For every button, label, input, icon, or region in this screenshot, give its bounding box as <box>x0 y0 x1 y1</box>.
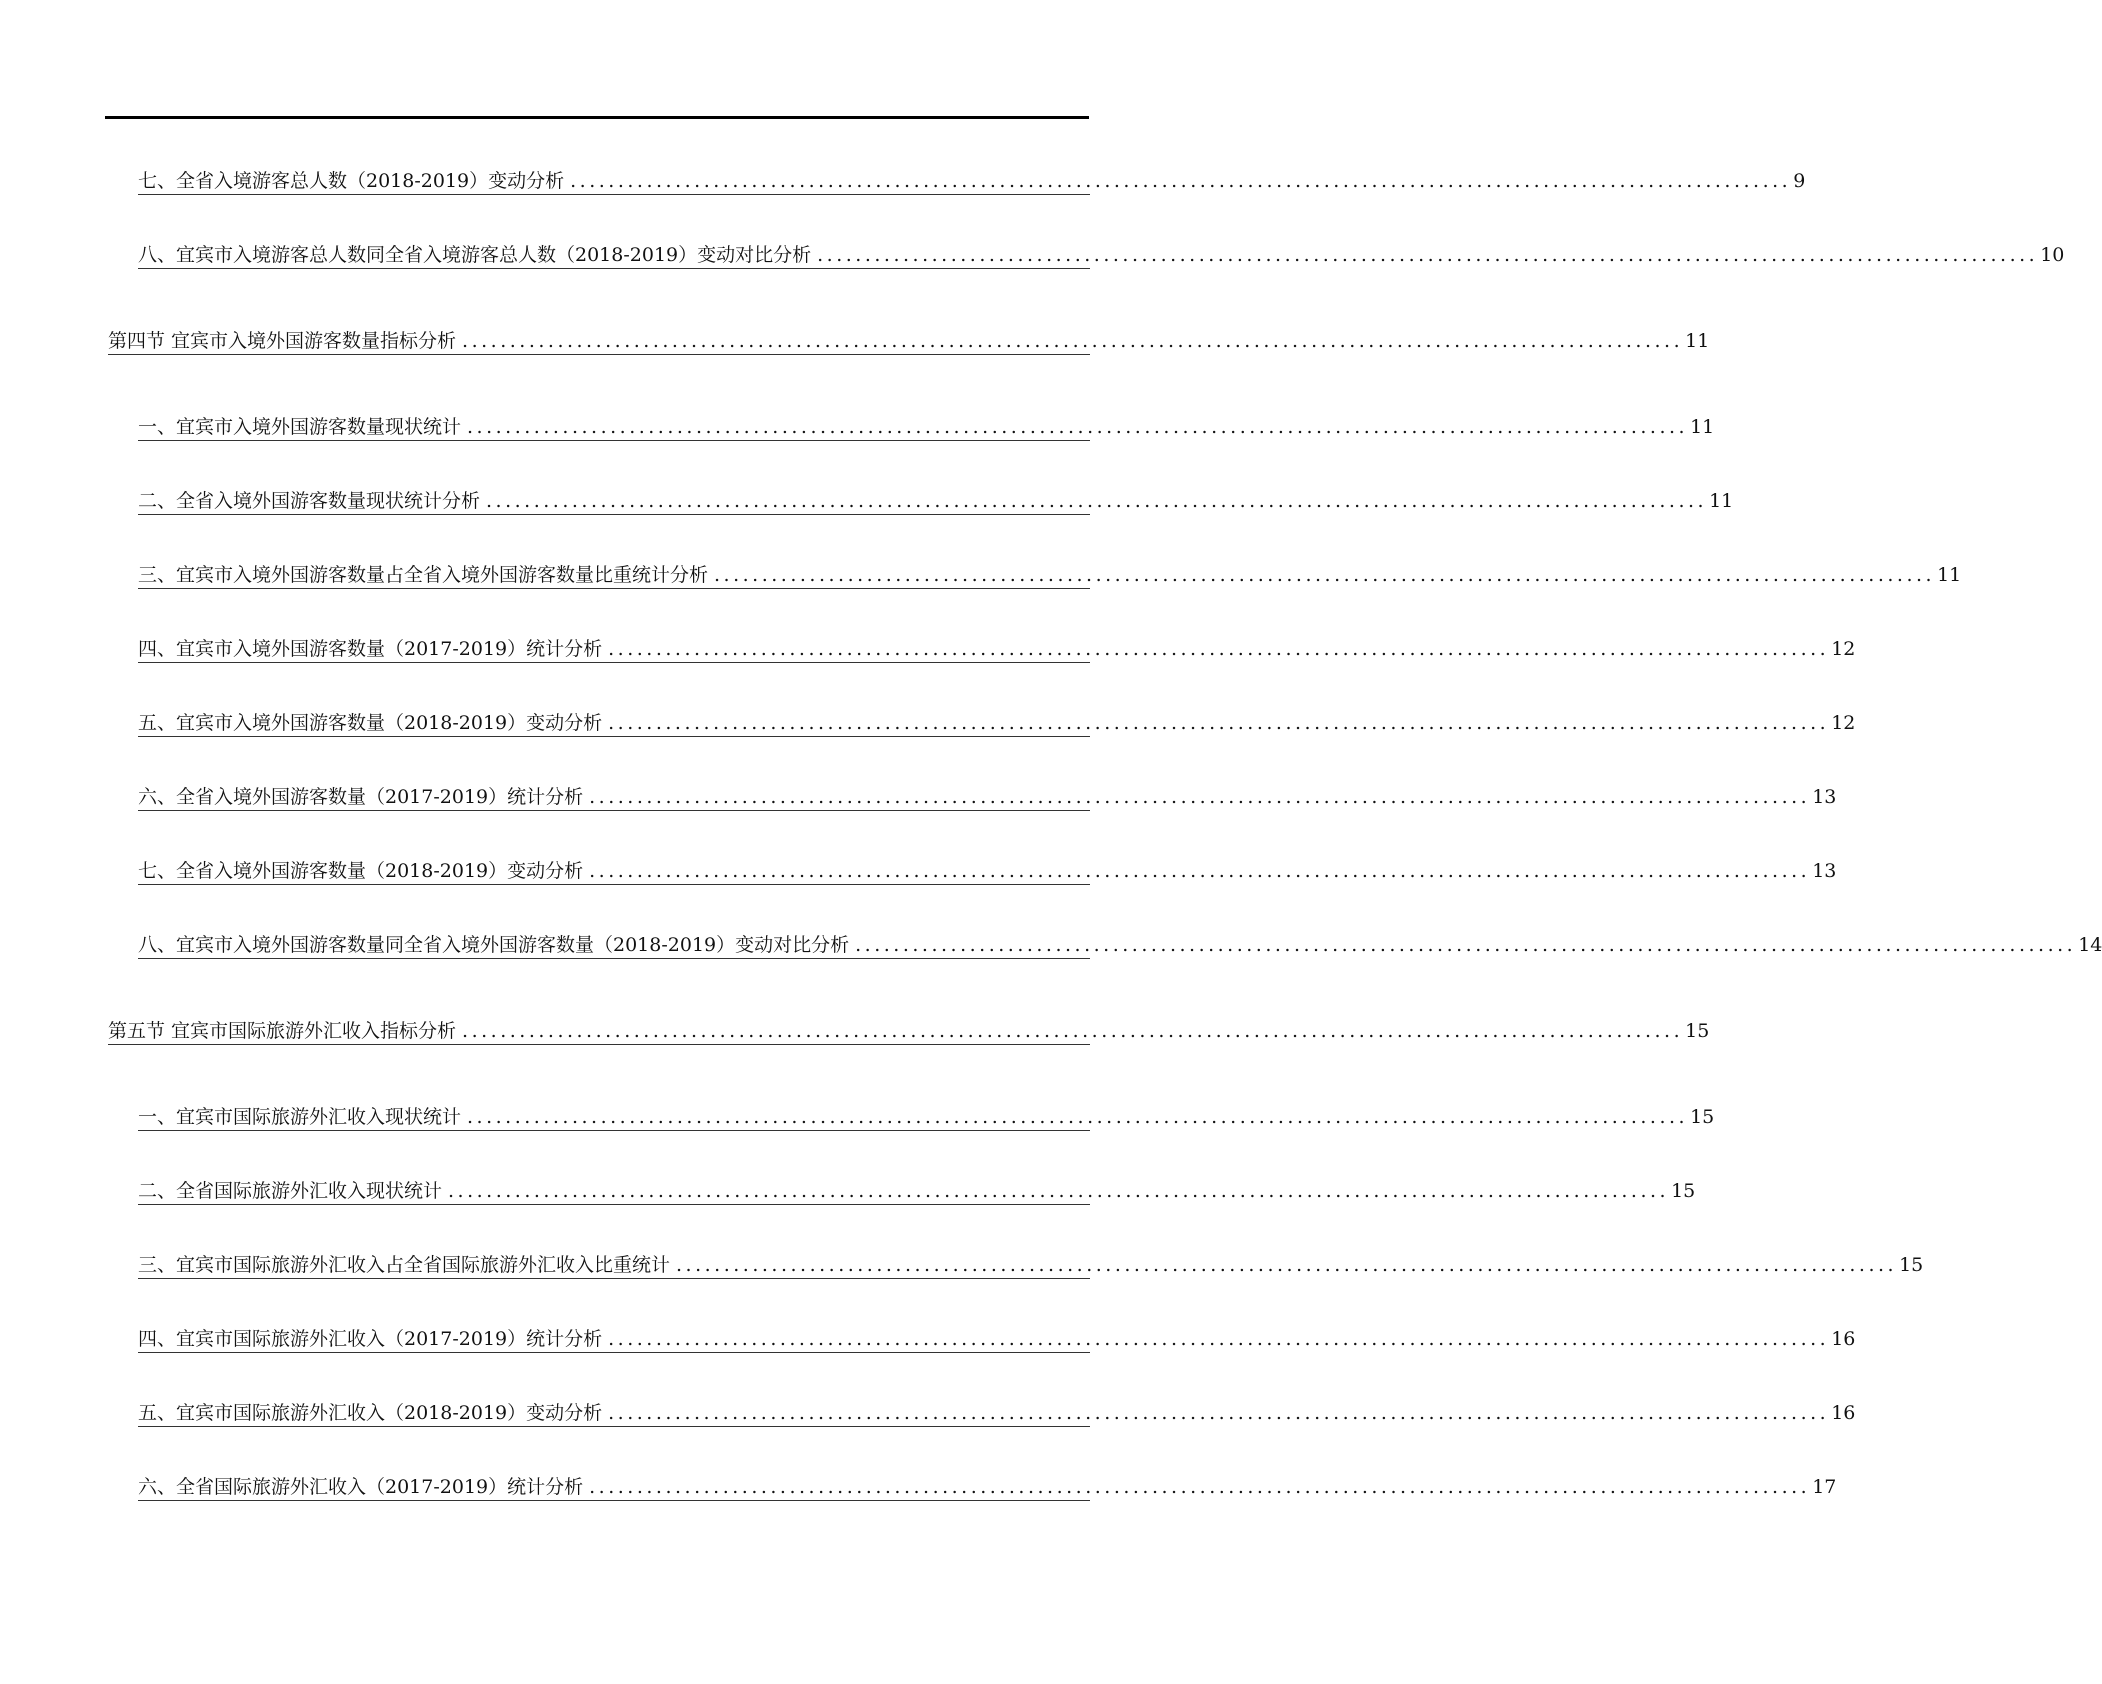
toc-page-number: 15 <box>1690 1106 1715 1128</box>
toc-entry[interactable] <box>138 929 2102 959</box>
toc-entry[interactable] <box>138 239 2065 269</box>
toc-page-number: 12 <box>1831 638 1856 660</box>
toc-page-number: 13 <box>1812 786 1837 808</box>
toc-dot-leader: ................................................................................................................................ <box>462 1020 1684 1042</box>
toc-page-number: 13 <box>1812 860 1837 882</box>
toc-dot-leader: ................................................................................................................................ <box>486 490 1708 512</box>
toc-entry-title: 六、全省国际旅游外汇收入（2017-2019）统计分析 <box>138 1476 584 1498</box>
toc-entry[interactable] <box>138 855 1837 885</box>
toc-entry-title: 一、宜宾市国际旅游外汇收入现状统计 <box>138 1106 462 1128</box>
toc-dot-leader: ................................................................................................................................ <box>608 1402 1830 1424</box>
toc-entry[interactable] <box>138 485 1734 515</box>
toc-dot-leader: ................................................................................................................................ <box>448 1180 1670 1202</box>
toc-entry[interactable] <box>108 1015 1710 1045</box>
toc-page-number: 17 <box>1812 1476 1837 1498</box>
toc-page-number: 11 <box>1709 490 1734 512</box>
toc-page-number: 11 <box>1690 416 1715 438</box>
toc-entry-title: 八、宜宾市入境游客总人数同全省入境游客总人数（2018-2019）变动对比分析 <box>138 244 812 266</box>
toc-dot-leader: ................................................................................................................................ <box>467 416 1689 438</box>
toc-dot-leader: ................................................................................................................................ <box>467 1106 1689 1128</box>
toc-dot-leader: ................................................................................................................................ <box>855 934 2077 956</box>
toc-entry-title: 三、宜宾市国际旅游外汇收入占全省国际旅游外汇收入比重统计 <box>138 1254 671 1276</box>
toc-page-number: 14 <box>2078 934 2102 956</box>
toc-page-number: 10 <box>2040 244 2065 266</box>
toc-entry-title: 第五节 宜宾市国际旅游外汇收入指标分析 <box>108 1020 457 1042</box>
toc-entry-title: 二、全省国际旅游外汇收入现状统计 <box>138 1180 443 1202</box>
toc-dot-leader: ................................................................................................................................ <box>608 638 1830 660</box>
toc-page-number: 15 <box>1685 1020 1710 1042</box>
toc-entry[interactable] <box>138 633 1856 663</box>
toc-page-number: 15 <box>1899 1254 1924 1276</box>
toc-page-number: 11 <box>1685 330 1710 352</box>
toc-entry-title: 三、宜宾市入境外国游客数量占全省入境外国游客数量比重统计分析 <box>138 564 709 586</box>
toc-entry[interactable] <box>138 1323 1856 1353</box>
toc-dot-leader: ................................................................................................................................ <box>589 860 1811 882</box>
toc-dot-leader: ................................................................................................................................ <box>714 564 1936 586</box>
toc-entry[interactable] <box>138 1471 1837 1501</box>
toc-entry-title: 六、全省入境外国游客数量（2017-2019）统计分析 <box>138 786 584 808</box>
toc-dot-leader: ................................................................................................................................ <box>589 1476 1811 1498</box>
toc-page-number: 16 <box>1831 1402 1856 1424</box>
toc-entry[interactable] <box>138 1249 1924 1279</box>
toc-entry-title: 八、宜宾市入境外国游客数量同全省入境外国游客数量（2018-2019）变动对比分析 <box>138 934 850 956</box>
toc-entry[interactable] <box>138 1175 1696 1205</box>
toc-entry[interactable] <box>138 707 1856 737</box>
toc-entry[interactable] <box>108 325 1710 355</box>
toc-entry[interactable] <box>138 559 1962 589</box>
toc-entry-title: 四、宜宾市入境外国游客数量（2017-2019）统计分析 <box>138 638 603 660</box>
toc-page-number: 9 <box>1793 170 1806 192</box>
toc-entry[interactable] <box>138 165 1806 195</box>
toc-page-number: 12 <box>1831 712 1856 734</box>
toc-entry[interactable] <box>138 1397 1856 1427</box>
toc-entry-title: 一、宜宾市入境外国游客数量现状统计 <box>138 416 462 438</box>
toc-dot-leader: ................................................................................................................................ <box>608 712 1830 734</box>
toc-page-number: 16 <box>1831 1328 1856 1350</box>
toc-dot-leader: ................................................................................................................................ <box>608 1328 1830 1350</box>
toc-entry-title: 五、宜宾市国际旅游外汇收入（2018-2019）变动分析 <box>138 1402 603 1424</box>
toc-entry-title: 第四节 宜宾市入境外国游客数量指标分析 <box>108 330 457 352</box>
toc-entry[interactable] <box>138 411 1715 441</box>
toc-dot-leader: ................................................................................................................................ <box>589 786 1811 808</box>
toc-page-number: 11 <box>1937 564 1962 586</box>
toc-entry-title: 七、全省入境外国游客数量（2018-2019）变动分析 <box>138 860 584 882</box>
toc-entry-title: 二、全省入境外国游客数量现状统计分析 <box>138 490 481 512</box>
toc-dot-leader: ................................................................................................................................ <box>570 170 1792 192</box>
toc-page-number: 15 <box>1671 1180 1696 1202</box>
toc-entry[interactable] <box>138 781 1837 811</box>
toc-dot-leader: ................................................................................................................................ <box>462 330 1684 352</box>
toc-dot-leader: ................................................................................................................................ <box>676 1254 1898 1276</box>
toc-entry[interactable] <box>138 1101 1715 1131</box>
toc-entry-title: 五、宜宾市入境外国游客数量（2018-2019）变动分析 <box>138 712 603 734</box>
toc-dot-leader: ................................................................................................................................ <box>817 244 2039 266</box>
toc-entry-title: 七、全省入境游客总人数（2018-2019）变动分析 <box>138 170 565 192</box>
toc-entry-title: 四、宜宾市国际旅游外汇收入（2017-2019）统计分析 <box>138 1328 603 1350</box>
